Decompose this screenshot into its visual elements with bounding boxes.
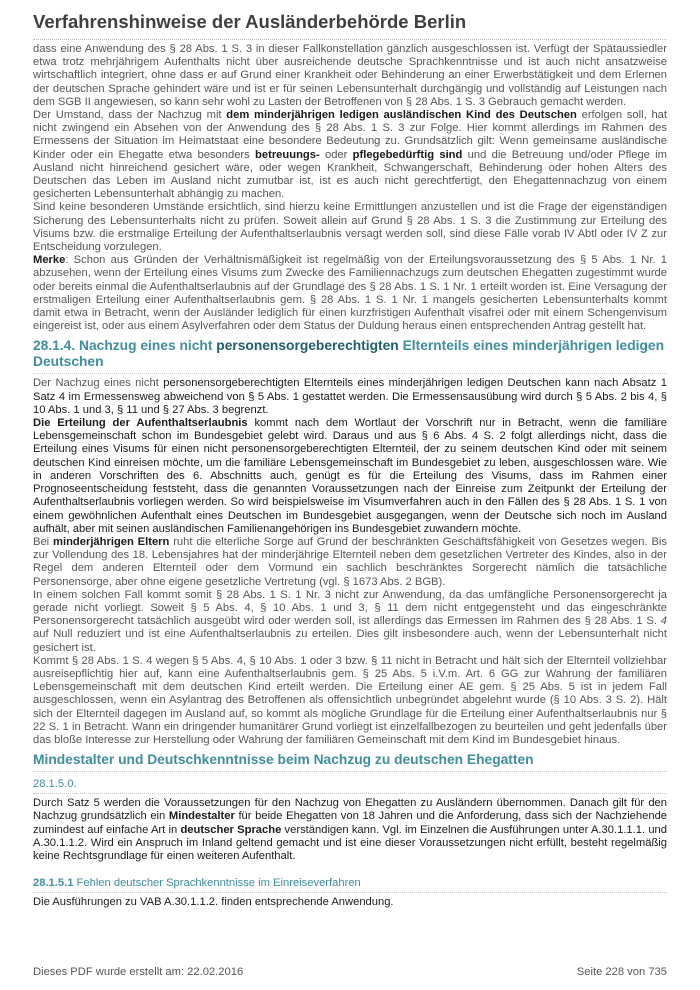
page-footer [33,966,667,978]
emphasis: dem minderjährigen ledigen ausländischen Kind des Deutschen [226,109,577,122]
page [33,11,667,909]
text-run: Elternteils eines minderjährigen ledigen Deutschen [33,338,665,370]
emphasis: Die Erteilung der Aufenthaltserlaubnis [33,417,248,430]
section-1-paragraph-4 [33,589,667,655]
section-1-paragraph-3 [33,536,667,589]
emphasis: deutscher Sprache [180,823,282,836]
text-run: und die Betreuung und/oder Pflege im Ausland nicht hinreichend gesichert wäre, oder wegen Krankheit, Schwangerschaft, Behinderung oder hohen Alters des Deutschen das Leben im Ausland nicht zumutbar ist, ist es auch nicht gerechtfertigt, den Ehegattennachzug von einem gesicherten Lebensunterhalt abhängig zu machen. [33,148,667,201]
text-run: erfolgen soll, hat nicht zwingend ein Absehen von der Anwendung des § 28 Abs. 1 S. 3 zur Folge. Hier kommt allerdings im Rahmen des Ermessens der Situation im Heimatstaat eine besondere Bedeutung zu. Grundsätzlich gilt: Wenn gemeinsame ausländische Kinder oder ein Ehegatte etwa besonders [33,109,667,161]
emphasis: betreuungs- [255,148,320,161]
text-run: ruht die elterliche Sorge auf Grund der beschränkten Geschäftsfähigkeit von Gesetzes wegen. Bis zur Vollendung des 18. Lebensjahres hat der minderjährige Elternteil neben dem gesetzlichen Vertreter des Kindes, also in der Regel dem anderen Elternteil oder dem Vormund ein sachlich beschränktes Sorgerecht nämlich die tatsächliche Personensorge, aber ohne eigene gesetzliche Vertretung (vgl. § 1673 Abs. 2 BGB). [33,535,667,588]
subsection-label-28-1-5-0: 28.1.5.0. [33,778,667,794]
section-2-body [33,797,667,863]
text-run: personensorgeberechtigten [216,338,399,354]
section-1-paragraph-5: Kommt § 28 Abs. 1 S. 4 wegen § 5 Abs. 4, § 10 Abs. 1 oder 3 bzw. § 11 nicht in Betracht und hält sich der Elternteil vollziehbar ausreisepflichtig hier auf, kann eine Aufenthaltserlaubnis gem. § 25 Abs. 5 i.V.m. Art. 6 GG zur Wahrung der familiären Lebensgemeinschaft mit dem deutschen Kind erteilt werden. Die Erteilung einer AE gem. § 25 Abs. 5 ist in jedem Fall ausgeschlossen, wenn ein Asylantrag des Betroffenen als offensichtlich unbegründet abgelehnt wurde (§ 10 Abs. 3 S. 2). Hält sich der Elternteil dagegen im Ausland auf, so kommt als mögliche Grundlage für die Erteilung einer Aufenthaltserlaubnis nur § 22 S. 1 in Betracht. Wann ein dringender humanitärer Grund vorliegt ist einzelfallbezogen zu beurteilen und geht jedenfalls über das bloße Interesse zur Herstellung oder Wahrung der familiären Gemeinschaft mit dem Kind im Bundesgebiet hinaus. [33,654,667,746]
emphasis: Mindestalter [168,810,235,823]
intro-paragraph-2 [33,109,667,201]
section-heading-28-1-4 [33,338,667,374]
text-run: für beide Ehegatten von 18 Jahren und die Anforderung, dass sich der Nachziehende zumindest auf einfache Art in [33,810,668,836]
section-2-tail [33,896,667,909]
section-1-paragraph-2 [33,417,667,536]
subsection-title: Fehlen deutscher Sprachkenntnisse im Einreiseverfahren [73,877,361,890]
emphasis: pflegebedürftig sind [352,148,463,161]
text-run: auf Null reduziert und ist eine Aufenthaltserlaubnis zu erteilen. Dies gilt insbesondere auch, wenn der Lebensunterhalt nicht gesichert ist. [33,628,667,654]
text-run: In einem solchen Fall kommt somit § 28 Abs. 1 S. 1 Nr. 3 nicht zur Anwendung, da das umfängliche Personensorgerecht ja gerade nicht vorliegt. Soweit § 5 Abs. 4, § 10 Abs. 1 und 3, § 11 dem nicht entgegensteht und das eingeschränkte Personensorgerecht tatsächlich ausgeübt wird oder werden soll, ist allerdings das Ermessen im Rahmen des § 28 Abs. 1 S. [33,588,667,628]
text-run: verständigen kann. Vgl. im Einzelnen die Ausführungen unter A.30.1.1.1. und A.30.1.1.2. Wird ein Anspruch im Inland geltend gemacht und ist eine dieser Voraussetzungen nicht erfüllt, besteht regelmäßig keine Rechtsgrundlage für einen weiteren Aufenthalt. [33,823,667,862]
text-run: Der Umstand, dass der Nachzug mit [33,109,227,122]
section-2-paragraph-2: Die Ausführungen zu VAB A.30.1.1.2. finden entsprechende Anwendung. [33,896,394,909]
section-2-paragraph-1 [33,797,667,863]
merke-label: Merke [33,254,66,267]
section-1-paragraph-1 [33,377,667,417]
document-title: Verfahrenshinweise der Ausländerbehörde Berlin [33,11,667,40]
intro-paragraph-1: dass eine Anwendung des § 28 Abs. 1 S. 3 in dieser Fallkonstellation gänzlich ausgeschlossen ist. Verfügt der Spätaussiedler etwa trotz mehrjährigem Aufenthalts nicht über ausreichende deutsche Sprachkenntnisse und ist auch nicht ansatzweise wirtschaftlich integriert, ohne dass er auf Grund einer Krankheit oder Behinderung an einer Erwerbstätigkeit und dem Erlernen der deutschen Sprache gehindert wäre und ist er für seinen Lebensunterhalt durchgängig und vollständig auf Leistungen nach dem SGB II angewiesen, so kann sehr wohl zu Lasten der Betroffenen von § 28 Abs. 1 S. 3 Gebrauch gemacht werden. [33,43,667,108]
intro-paragraph-3: Sind keine besonderen Umstände ersichtlich, sind hierzu keine Ermittlungen anzustellen und ist die Frage der eigenständigen Sicherung des Lebensunterhalts nicht zu prüfen. Soweit allein auf Grund § 28 Abs. 1 S. 3 die Zustimmung zur Erteilung des Visums bzw. die erstmalige Erteilung der Aufenthaltserlaubnis versagt werden soll, sind diese Fälle vorab IV Abtl oder IV Z zur Entscheidung vorzulegen. [33,201,667,254]
subsection-number: 28.1.5.1 [33,877,74,890]
section-1-body [33,377,667,747]
section-heading-mindestalter: Mindestalter und Deutschkenntnisse beim Nachzug zu deutschen Ehegatten [33,752,667,772]
emphasis: minderjährigen Eltern [53,535,170,548]
subsection-heading-28-1-5-1 [33,877,667,893]
text-run: Bei [33,535,54,548]
text-run: Durch Satz 5 werden die Voraussetzungen für den Nachzug von Ehegatten zu Ausländern übernommen. Danach gilt für den Nachzug grundsätzlich ein [33,797,667,823]
text-run: Der Nachzug eines nicht [33,377,164,390]
text-run: : Schon aus Gründen der Verhältnismäßigkeit ist regelmäßig von der Erteilungsvoraussetzung des § 5 Abs. 1 Nr. 1 abzusehen, wenn der Erteilung eines Visums zum Zwecke des Familiennachzugs zum deutschen Ehegatten zugestimmt wurde oder bereits einmal die Aufenthaltserlaubnis auf der Grundlage des § 28 Abs. 1 S. 1 Nr. 1 erteilt worden ist. Eine Versagung der erstmaligen Erteilung einer Aufenthaltserlaubnis gem. § 28 Abs. 1 S. 1 Nr. 1 mangels gesicherten Lebensunterhalts kommt damit etwa in Betracht, wenn der Ausländer lediglich für einen kurzfristigen Aufenthalt visafrei oder mit einem Schengenvisum eingereist ist, oder aus einem Asylverfahren oder dem Status der Duldung heraus einen entsprechenden Antrag gestellt hat. [33,254,667,333]
text-run: personensorgeberechtigten Elternteils eines minderjährigen ledigen Deutschen kann nach Absatz 1 Satz 4 im Ermessensweg abweichend von § 5 Abs. 1 gestattet werden. Die Ermessensausübung wird durch § 5 Abs. 2 bis 4, § 10 Abs. 1 und 3, § 11 und § 27 Abs. 3 begrenzt. [33,377,667,416]
created-date: Dieses PDF wurde erstellt am: 22.02.2016 [33,966,244,978]
text-run: kommt nach dem Wortlaut der Vorschrift nur in Betracht, wenn die familiäre Lebensgemeinschaft schon im Bundesgebiet gelebt wird. Daraus und aus § 6 Abs. 4 S. 2 folgt allerdings nicht, dass die Erteilung eines Visums für einen nicht personensorgeberechtigten Elternteil, der zu seinem deutschen Kind oder mit seinem deutschen Kind einreisen möchte, um die familiäre Lebensgemeinschaft im Bundesgebiet zu leben, ausgeschlossen wäre. Wie in anderen Vorschriften des 6. Abschnitts auch, genügt es für die Erteilung des Visums, dass im Rahmen einer Prognoseentscheidung feststeht, dass die genannten Voraussetzungen nach der Einreise zum Zeitpunkt der Erteilung der Aufenthaltserlaubnis vorliegen werden. So wird beispielsweise im Visumverfahren auch in den Fällen des § 28 Abs. 1 S. 1 von einem gewöhnlichen Aufenthalt eines Deutschen im Bundesgebiet ausgegangen, wenn der Deutsche sich noch im Ausland aufhält, aber mit seinen ausländischen Familienangehörigen ins Bundesgebiet zuwandern möchte. [33,417,667,535]
text-run: 28.1.4. Nachzug eines nicht [33,338,217,354]
text-run: 4 [660,615,667,628]
text-run: oder [319,148,353,161]
page-number: Seite 228 von 735 [576,966,667,978]
intro-paragraph-4 [33,254,667,333]
intro-block [33,43,667,333]
